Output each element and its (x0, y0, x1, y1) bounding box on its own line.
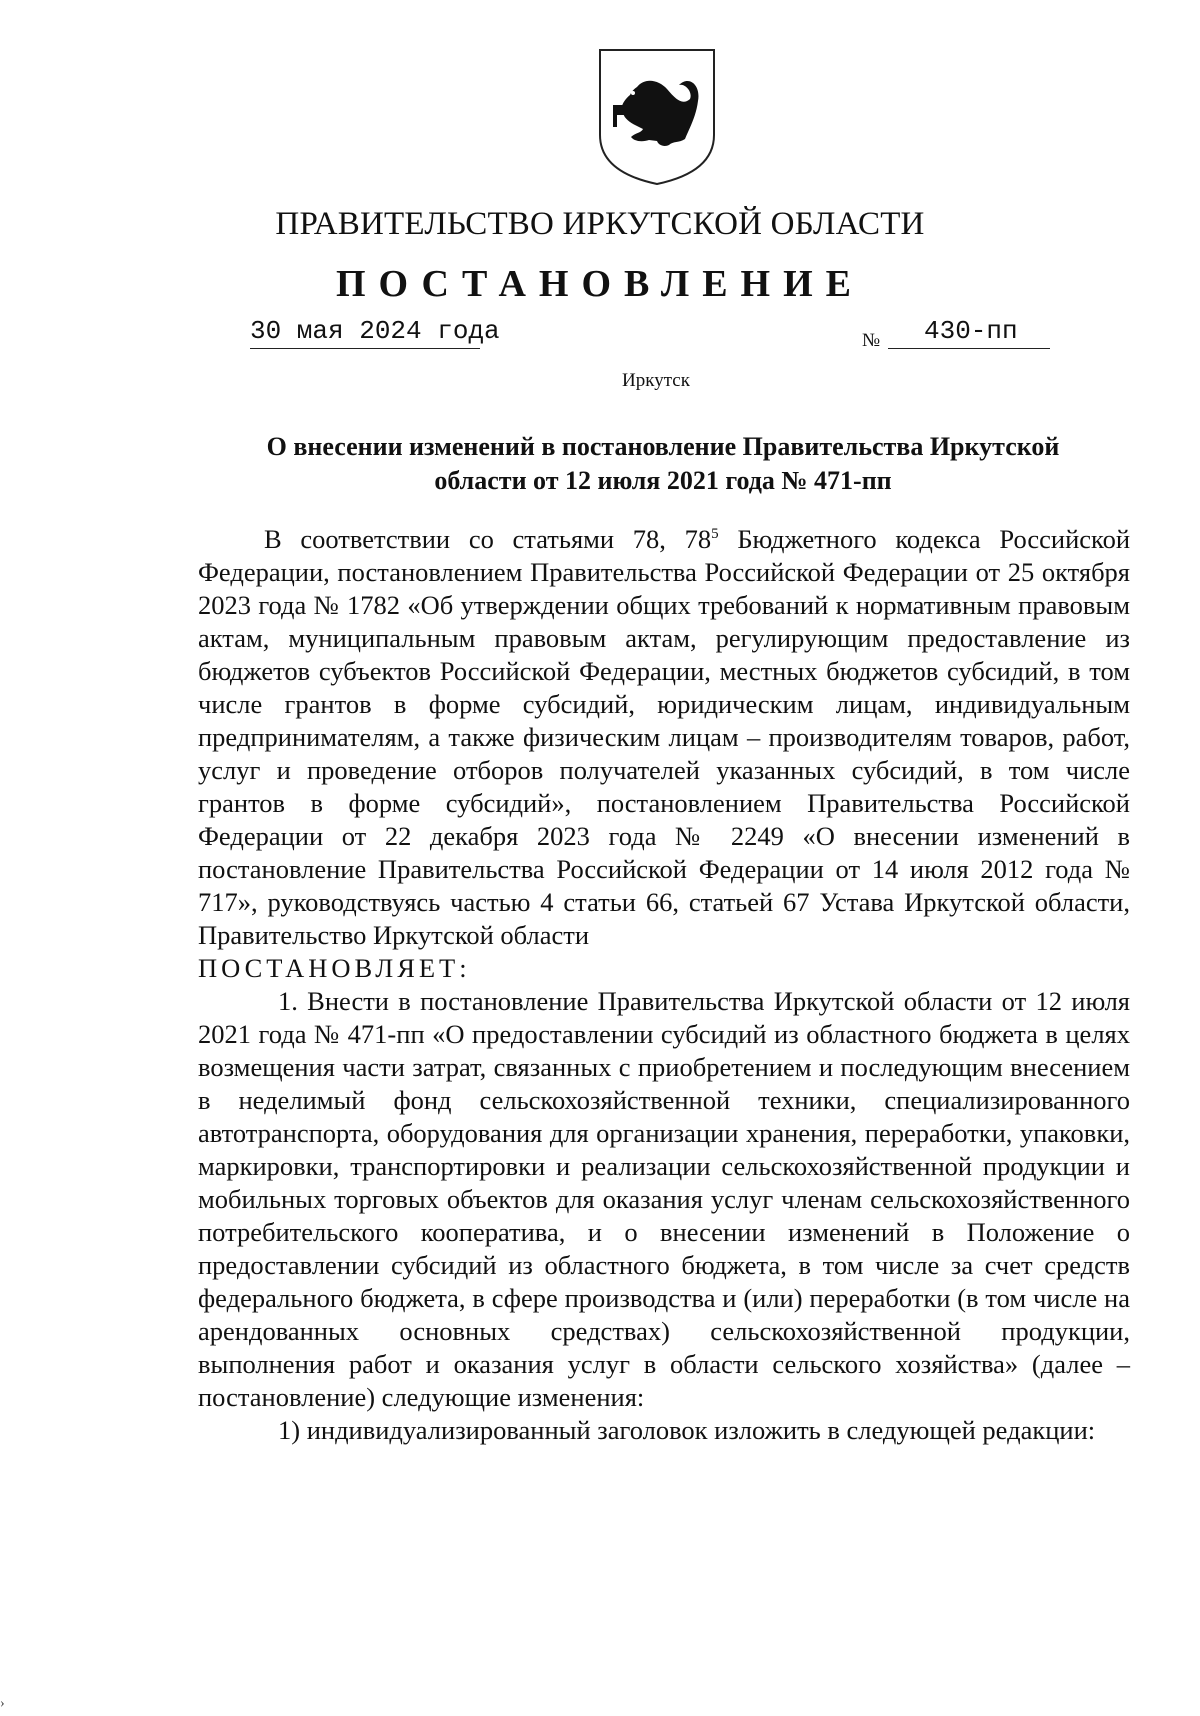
resolves-heading: ПОСТАНОВЛЯЕТ: (198, 953, 471, 983)
document-type-heading: ПОСТАНОВЛЕНИЕ (335, 263, 865, 305)
document-title (238, 430, 1088, 498)
title-line-1: О внесении изменений в постановление Правительства Иркутской (266, 432, 1060, 461)
decree-date: 30 мая 2024 года (250, 316, 500, 346)
document-body (198, 523, 1130, 1447)
preamble-text-start: В соответствии со статьями 78, 78 (264, 524, 712, 554)
city-name: Иркутск (622, 370, 690, 391)
number-sign: № (862, 330, 881, 351)
number-underline (888, 348, 1050, 349)
date-underline (250, 348, 480, 349)
clause-1-paragraph: 1. Внести в постановление Правительства Иркутской области от 12 июля 2021 года № 471-пп «О предоставлении субсидий из областного бюджета в целях возмещения части затрат, связанных с приобретением и последующим внесением в неделимый фонд сельскохозяйственной техники, специализированного автотранспорта, оборудования для организации хранения, переработки, упаковки, маркировки, транспортировки и реализации сельскохозяйственной продукции и мобильных торговых объектов для оказания услуг членам сельскохозяйственного потребительского кооператива, и о внесении изменений в Положение о предоставлении субсидий из областного бюджета, в том числе за счет средств федерального бюджета, в сфере производства и (или) переработки (в том числе на арендованных основных средствах) сельскохозяйственной продукции, выполнения работ и оказания услуг в области сельского хозяйства» (далее – постановление) следующие изменения: (198, 986, 1130, 1412)
article-superscript: 5 (711, 526, 719, 543)
page-edge-mark: › (0, 1696, 5, 1711)
preamble-text-rest: Бюджетного кодекса Российской Федерации, постановлением Правительства Российской Федерации от 25 октября 2023 года № 1782 «Об утверждении общих требований к нормативным правовым актам, муниципальным правовым актам, регулирующим предоставление из бюджетов субъектов Российской Федерации, местных бюджетов субсидий, в том числе грантов в форме субсидий, юридическим лицам, индивидуальным предпринимателям, а также физическим лицам – производителям товаров, работ, услуг и проведение отборов получателей указанных субсидий, в том числе грантов в форме субсидий», постановлением Правительства Российской Федерации от 22 декабря 2023 года № 2249 «О внесении изменений в постановление Правительства Российской Федерации от 14 июля 2012 года № 717», руководствуясь частью 4 статьи 66, статьей 67 Устава Иркутской области, Правительство Иркутской области (198, 524, 1130, 950)
government-name: ПРАВИТЕЛЬСТВО ИРКУТСКОЙ ОБЛАСТИ (275, 206, 925, 242)
title-line-2: области от 12 июля 2021 года № 471-пп (434, 466, 892, 495)
preamble-paragraph (198, 523, 1130, 952)
subclause-1-paragraph: 1) индивидуализированный заголовок изложить в следующей редакции: (278, 1415, 1096, 1445)
decree-number: 430-пп (924, 316, 1018, 346)
irkutsk-emblem-icon (597, 47, 717, 187)
